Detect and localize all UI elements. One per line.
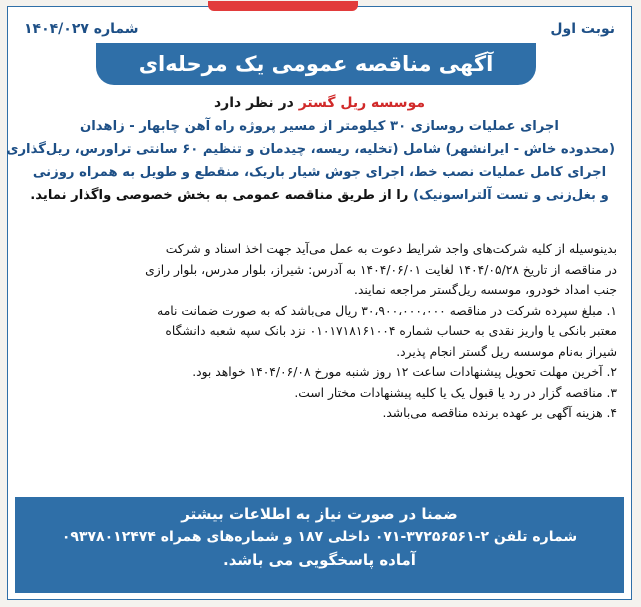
footer-line-1: ضمنا در صورت نیاز به اطلاعات بیشتر bbox=[181, 505, 458, 523]
project-line-3: اجرای کامل عملیات نصب خط، اجرای جوش شیار باریک، منقطع و طویل به همراه روزنی bbox=[32, 165, 607, 180]
paragraph-line: در مناقصه از تاریخ ۱۴۰۴/۰۵/۲۸ لغایت ۱۴۰۴/۰۶/۰۱ به آدرس: شیراز، بلوار مدرس، بلوار رازی bbox=[145, 262, 617, 277]
conditions-paragraph bbox=[22, 239, 617, 424]
project-line-4-black: را از طریق مناقصه عمومی به بخش خصوصی واگذار نماید. bbox=[30, 188, 413, 203]
ad-title: آگهی مناقصه عمومی یک مرحله‌ای bbox=[96, 43, 536, 85]
paragraph-line: جنب امداد خودرو، موسسه ریل‌گستر مراجعه نمایند. bbox=[354, 283, 617, 297]
project-line-1: اجرای عملیات روسازی ۳۰ کیلومتر از مسیر پروژه راه آهن چابهار - زاهدان bbox=[80, 119, 559, 134]
tender-advertisement bbox=[7, 6, 632, 600]
paragraph-line: معتبر بانکی یا واریز نقدی به حساب شماره ۰۱۰۱۷۱۸۱۶۱۰۰۴ نزد بانک سپه شعبه دانشگاه bbox=[165, 324, 617, 338]
project-line-2: (محدوده خاش - ایرانشهر) شامل (تخلیه، ریسه، چیدمان و تنظیم ۶۰ سانتی تراورس، ریل‌گذاری bbox=[6, 142, 615, 157]
ad-number: شماره ۱۴۰۴/۰۲۷ bbox=[24, 21, 139, 37]
project-description bbox=[6, 95, 615, 207]
paragraph-line: شیراز به‌نام موسسه ریل گستر انجام پذیرد. bbox=[396, 344, 617, 359]
intro-suffix: در نظر دارد bbox=[213, 95, 299, 111]
organization-name: موسسه ریل گستر bbox=[298, 95, 426, 111]
footer-phone-line: شماره تلفن ۲-۳۷۲۵۶۵۶۱-۰۷۱ داخلی ۱۸۷ و شماره‌های همراه ۰۹۳۷۸۰۱۲۴۷۴ bbox=[61, 529, 578, 545]
paragraph-line: ۳. مناقصه گزار در رد یا قبول یک یا کلیه پیشنهادات مختار است. bbox=[294, 385, 617, 400]
project-line-4-blue: و بغل‌زنی و تست آلتراسونیک) bbox=[412, 188, 609, 203]
footer-line-3: آماده پاسخگویی می باشد. bbox=[223, 551, 416, 569]
project-line-4 bbox=[24, 184, 615, 207]
header-row bbox=[16, 21, 623, 41]
paragraph-line: ۴. هزینه آگهی بر عهده برنده مناقصه می‌باشد. bbox=[382, 406, 617, 420]
paragraph-line: ۱. مبلغ سپرده شرکت در مناقصه ۳۰،۹۰۰،۰۰۰،۰۰۰ ریال می‌باشد که به صورت ضمانت نامه bbox=[157, 303, 617, 318]
contact-footer bbox=[15, 497, 624, 593]
intro-line bbox=[24, 95, 615, 111]
paragraph-line: ۲. آخرین مهلت تحویل پیشنهادات ساعت ۱۲ روز شنبه مورخ ۱۴۰۴/۰۶/۰۸ خواهد بود. bbox=[192, 365, 617, 379]
top-red-strip bbox=[208, 1, 358, 11]
paragraph-line: بدینوسیله از کلیه شرکت‌های واجد شرایط دعوت به عمل می‌آید جهت اخذ اسناد و شرکت bbox=[165, 242, 617, 256]
publication-round: نوبت اول bbox=[550, 21, 615, 37]
